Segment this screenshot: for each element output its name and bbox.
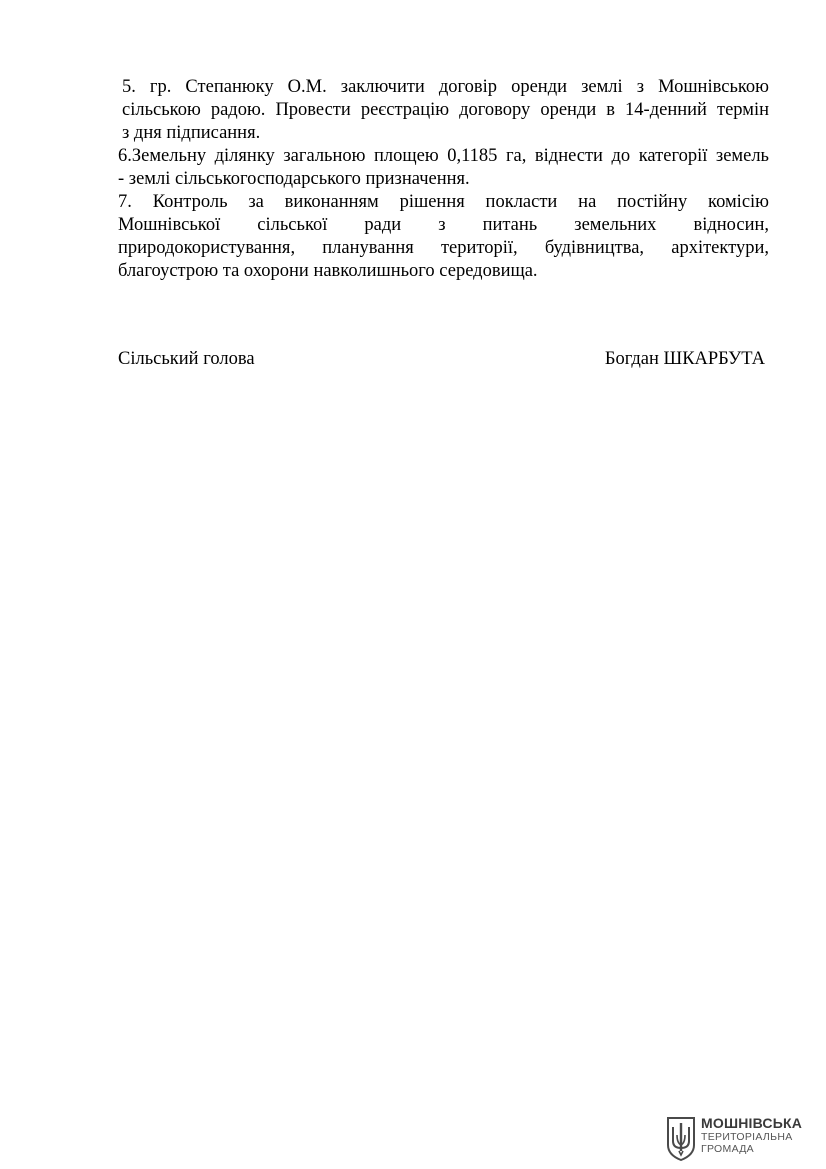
trident-icon bbox=[665, 1115, 697, 1161]
item-5-line-3: з дня підписання. bbox=[122, 123, 261, 143]
logo-subtitle-line-1: ТЕРИТОРІАЛЬНА bbox=[701, 1131, 793, 1143]
decision-item-5 bbox=[118, 76, 769, 145]
signatory-name: Богдан ШКАРБУТА bbox=[604, 349, 765, 369]
item-7-line-1: 7. Контроль за виконанням рішення покласти на постійну комісію bbox=[118, 192, 769, 212]
item-5-line-1: 5. гр. Степанюку О.М. заключити договір оренди землі з Мошнівською bbox=[122, 77, 769, 97]
item-7-line-4: благоустрою та охорони навколишнього середовища. bbox=[118, 261, 538, 281]
item-5-line-2: сільською радою. Провести реєстрацію договору оренди в 14-денний термін bbox=[122, 100, 769, 120]
item-6-line-1: 6.Земельну ділянку загальною площею 0,1185 га, віднести до категорії земель bbox=[118, 146, 769, 166]
logo-subtitle-line-2: ГРОМАДА bbox=[701, 1143, 754, 1155]
signatory-position: Сільський голова bbox=[118, 349, 255, 369]
decision-item-7 bbox=[118, 191, 769, 283]
item-7-line-3: природокористування, планування території, будівництва, архітектури, bbox=[118, 238, 769, 258]
decision-body bbox=[118, 76, 769, 283]
item-7-line-2: Мошнівської сільської ради з питань земельних відносин, bbox=[118, 215, 769, 235]
logo-title: МОШНІВСЬКА bbox=[701, 1115, 803, 1131]
community-logo bbox=[665, 1113, 810, 1161]
logo-text bbox=[701, 1116, 802, 1155]
decision-item-6 bbox=[118, 145, 769, 191]
item-6-line-2: - землі сільськогосподарського призначення. bbox=[118, 169, 470, 189]
